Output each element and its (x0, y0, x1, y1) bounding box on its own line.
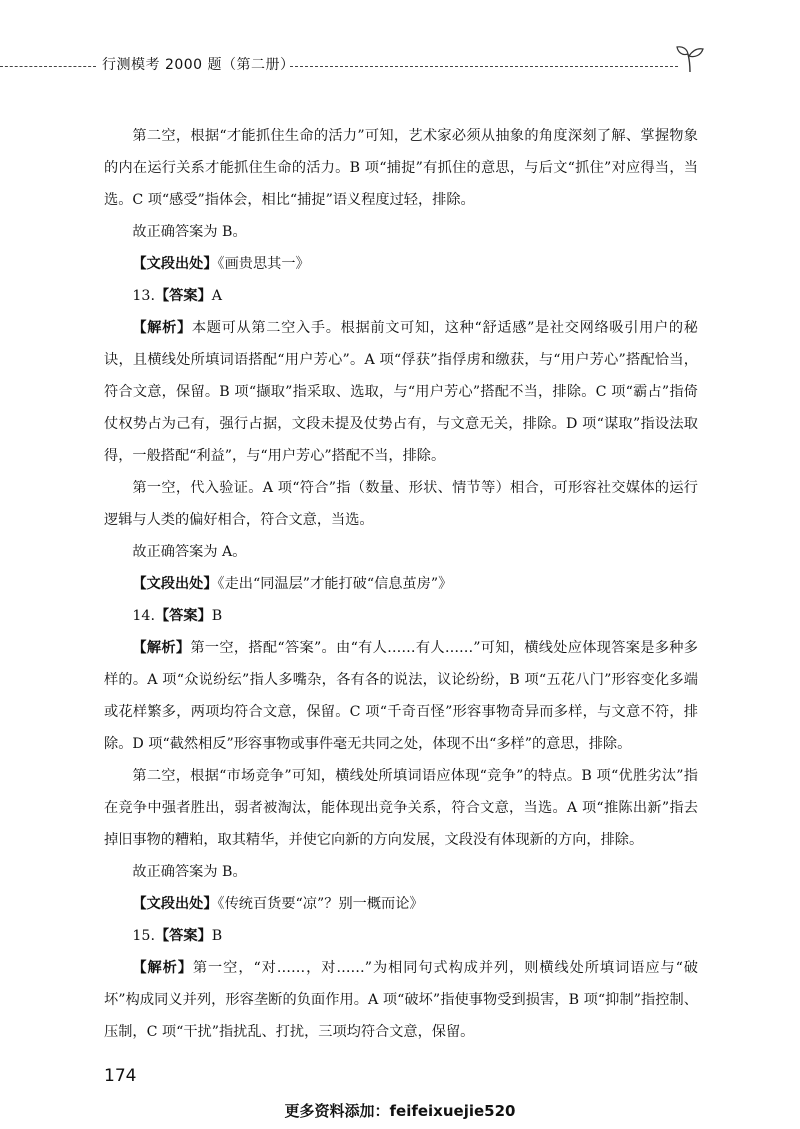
paragraph-text: 第一空，“对……，对……”为相同句式构成并列，则横线处所填词语应与“破坏”构成同义并列，形容垄断的负面作用。A 项“破坏”指使事物受到损害，B 项“抑制”指控制、压制，C 项“干扰”指扰乱、打扰，三项均符合文意，保留。 (104, 960, 698, 1040)
paragraph (104, 216, 698, 248)
source-tag: 【文段出处】 (132, 576, 218, 592)
source-line (104, 568, 698, 600)
paragraph-text: 故正确答案为 B。 (132, 864, 247, 880)
page-number: 174 (104, 1066, 137, 1086)
paragraph (104, 536, 698, 568)
answer-tag: 【答案】 (154, 288, 212, 304)
answer-line (104, 280, 698, 312)
source-title: 《走出“同温层”才能打破“信息茧房”》 (217, 576, 453, 592)
source-tag: 【文段出处】 (132, 896, 218, 912)
answer-line (104, 920, 698, 952)
header-rule-left (0, 66, 96, 67)
paragraph (104, 760, 698, 856)
answer-tag: 【答案】 (154, 928, 212, 944)
source-title: 《传统百货要“凉”？别一概而论》 (217, 896, 424, 912)
source-line (104, 248, 698, 280)
analysis-paragraph (104, 952, 698, 1048)
analysis-paragraph (104, 312, 698, 472)
answer-value: B (211, 928, 223, 944)
source-tag: 【文段出处】 (132, 256, 218, 272)
footer-note: 更多资料添加：feifeixuejie520 (284, 1102, 516, 1120)
answer-tag: 【答案】 (154, 608, 212, 624)
paragraph (104, 472, 698, 536)
paragraph-text: 第一空，搭配“答案”。由“有人……有人……”可知，横线处应体现答案是多种多样的。A 项“众说纷纭”指人多嘴杂，各有各的说法，议论纷纷，B 项“五花八门”形容变化多端或花样繁多，两项均符合文意，保留。C 项“千奇百怪”形容事物奇异而多样，与文意不符，排除。D 项“截然相反”形容事物或事件毫无共同之处，体现不出“多样”的意思，排除。 (104, 640, 698, 752)
question-number: 13. (132, 288, 155, 304)
answer-value: A (211, 288, 222, 304)
sprout-icon (676, 44, 704, 74)
analysis-tag: 【解析】 (132, 960, 193, 976)
question-number: 14. (132, 608, 155, 624)
analysis-tag: 【解析】 (132, 640, 191, 656)
answer-value: B (211, 608, 223, 624)
running-header (0, 44, 800, 84)
paragraph-text: 本题可从第二空入手。根据前文可知，这种“舒适感”是社交网络吸引用户的秘诀，且横线处所填词语搭配“用户芳心”。A 项“俘获”指俘虏和缴获，与“用户芳心”搭配恰当，符合文意，保留。B 项“撷取”指采取、选取，与“用户芳心”搭配不当，排除。C 项“霸占”指倚仗权势占为己有，强行占据，文段未提及仗势占有，与文意无关，排除。D 项“谋取”指设法取得，一般搭配“利益”，与“用户芳心”搭配不当，排除。 (104, 320, 698, 464)
answer-line (104, 600, 698, 632)
paragraph-text: 第一空，代入验证。A 项“符合”指（数量、形状、情节等）相合，可形容社交媒体的运行逻辑与人类的偏好相合，符合文意，当选。 (104, 480, 698, 528)
header-rule-right (290, 66, 678, 67)
source-title: 《画贵思其一》 (217, 256, 310, 272)
header-title: 行测模考 2000 题（第二册） (102, 57, 295, 73)
paragraph-text: 故正确答案为 A。 (132, 544, 247, 560)
paragraph-text: 第二空，根据“市场竞争”可知，横线处所填词语应体现“竞争”的特点。B 项“优胜劣汰”指在竞争中强者胜出，弱者被淘汰，能体现出竞争关系，符合文意，当选。A 项“推陈出新”指去掉旧事物的糟粕，取其精华，并使它向新的方向发展，文段没有体现新的方向，排除。 (104, 768, 698, 848)
source-line (104, 888, 698, 920)
question-number: 15. (132, 928, 155, 944)
analysis-paragraph (104, 632, 698, 760)
page-body (104, 120, 698, 1048)
analysis-tag: 【解析】 (132, 320, 192, 336)
paragraph (104, 120, 698, 216)
paragraph-text: 故正确答案为 B。 (132, 224, 247, 240)
paragraph-text: 第二空，根据“才能抓住生命的活力”可知，艺术家必须从抽象的角度深刻了解、掌握物象的内在运行关系才能抓住生命的活力。B 项“捕捉”有抓住的意思，与后文“抓住”对应得当，当选。C 项“感受”指体会，相比“捕捉”语义程度过轻，排除。 (104, 128, 698, 208)
paragraph (104, 856, 698, 888)
